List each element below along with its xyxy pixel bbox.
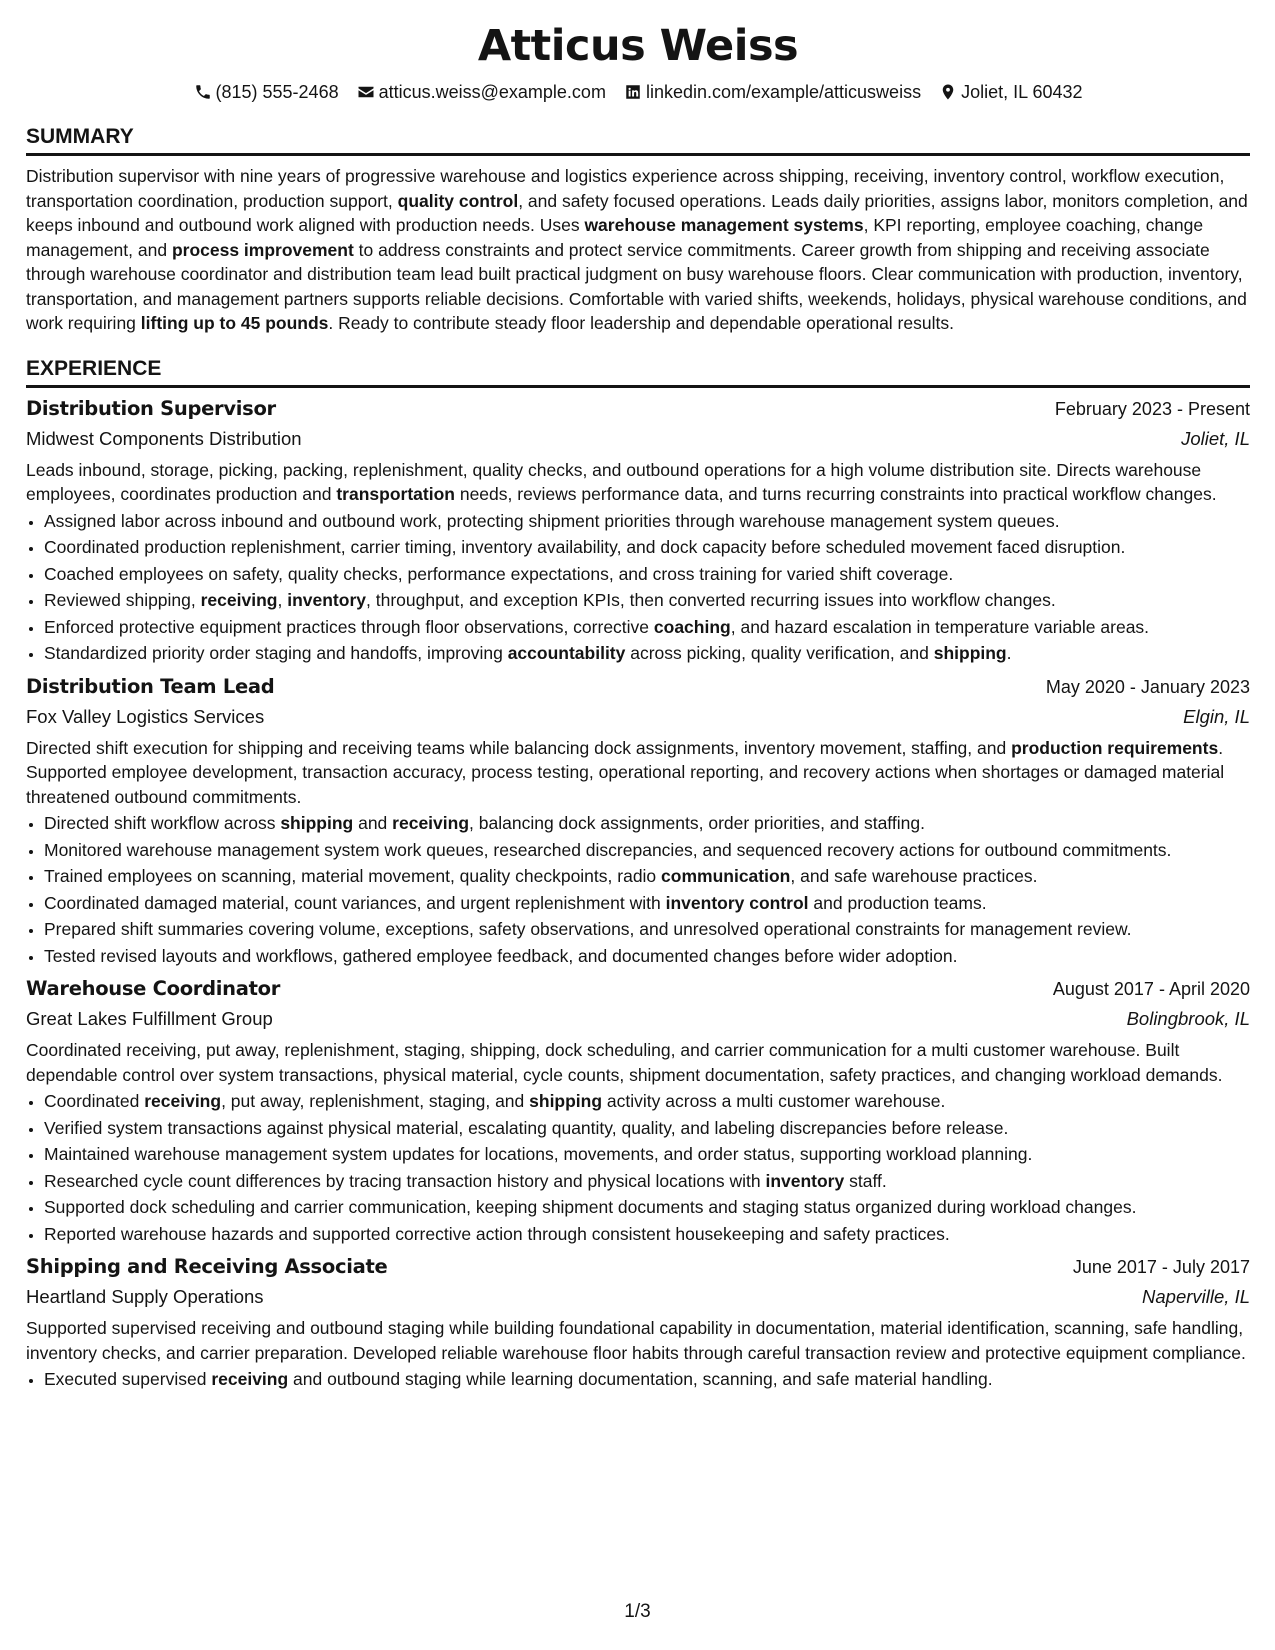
summary-text: Distribution supervisor with nine years of progressive warehouse and logistics experience across shipping, receiving, inventory control, workflow execution, transportation coordination, production support, quality control, and safety focused operations. Leads daily priorities, assigns labor, monitors completion, and keeps inbound and outbound work aligned with production needs. Uses warehouse management systems, KPI reporting, employee coaching, change management, and process improvement to address constraints and protect service commitments. Career growth from shipping and receiving associate through warehouse coordinator and distribution team lead built practical judgment on busy warehouse floors. Clear communication with production, inventory, transportation, and management partners supports reliable decisions. Comfortable with varied shifts, weekends, holidays, physical warehouse conditions, and work requiring lifting up to 45 pounds. Ready to contribute steady floor leadership and dependable operational results. [26,166,1248,333]
contact-email [357,80,606,104]
contact-bar [26,80,1250,104]
job-entry [26,672,1250,969]
experience-section-header [26,356,1250,388]
job-location: Bolingbrook, IL [1126,1008,1250,1029]
job-bullet: • Monitored warehouse management system work queues, researched discrepancies, and sequenced recovery actions for outbound commitments. [44,838,1250,863]
envelope-icon [357,83,375,101]
job-bullet: • Researched cycle count differences by tracing transaction history and physical locations with inventory staff. [44,1169,1250,1194]
job-dates: June 2017 - July 2017 [1072,1257,1250,1277]
contact-email-text[interactable]: atticus.weiss@example.com [378,82,606,102]
job-subheader [26,1004,1250,1034]
contact-location [939,80,1082,104]
page-number: 1/3 [624,1601,651,1622]
job-description: Supported supervised receiving and outbound staging while building foundational capability in documentation, material identification, scanning, safe handling, inventory checks, and carrier preparation. Developed reliable warehouse floor habits through careful transaction review and protective equipment compliance. [26,1318,1246,1363]
job-bullet: • Coached employees on safety, quality checks, performance expectations, and cross training for varied shift coverage. [44,562,1250,587]
job-description: Directed shift execution for shipping and receiving teams while balancing dock assignments, inventory movement, staffing, and production requirements. Supported employee development, transaction accuracy, process testing, operational reporting, and recovery actions when shortages or damaged material threatened outbound commitments. [26,737,1225,807]
job-bullet: • Assigned labor across inbound and outbound work, protecting shipment priorities through warehouse management system queues. [44,509,1250,534]
job-header [26,394,1250,424]
job-title: Shipping and Receiving Associate [26,1255,388,1278]
job-dates: May 2020 - January 2023 [1045,676,1250,697]
job-bullet: • Coordinated damaged material, count variances, and urgent replenishment with inventory control and production teams. [44,891,1250,916]
job-bullets [26,1367,1250,1392]
candidate-name: Atticus Weiss [477,21,799,71]
job-description: Leads inbound, storage, picking, packing, replenishment, quality checks, and outbound operations for a high volume distribution site. Directs warehouse employees, coordinates production and transportation needs, reviews performance data, and turns recurring constraints into practical workflow changes. [26,459,1217,504]
job-bullet: • Coordinated receiving, put away, replenishment, staging, and shipping activity across a multi customer warehouse. [44,1089,1250,1114]
job-bullet: • Executed supervised receiving and outbound staging while learning documentation, scanning, and safe material handling. [44,1367,1250,1392]
job-bullet: • Tested revised layouts and workflows, gathered employee feedback, and documented changes before wider adoption. [44,944,1250,969]
map-marker-icon [939,83,957,101]
phone-icon [194,83,212,101]
job-entry [26,974,1250,1246]
job-bullet: • Reported warehouse hazards and supported corrective action through consistent housekeeping and safety practices. [44,1222,1250,1247]
job-bullets [26,509,1250,666]
job-subheader [26,702,1250,732]
contact-linkedin [624,80,921,104]
job-bullet: • Maintained warehouse management system updates for locations, movements, and order status, supporting workload planning. [44,1142,1250,1167]
contact-phone-text[interactable]: (815) 555-2468 [215,82,339,102]
job-bullet: • Reviewed shipping, receiving, inventory, throughput, and exception KPIs, then converted recurring issues into workflow changes. [44,588,1250,613]
job-entry [26,394,1250,666]
job-title: Distribution Team Lead [26,674,275,698]
job-header [26,1252,1250,1282]
job-bullet: • Coordinated production replenishment, carrier timing, inventory availability, and dock capacity before scheduled movement faced disruption. [44,535,1250,560]
job-dates: August 2017 - April 2020 [1052,979,1250,999]
job-bullet: • Directed shift workflow across shipping and receiving, balancing dock assignments, order priorities, and staffing. [44,811,1250,836]
job-bullet: • Standardized priority order staging and handoffs, improving accountability across picking, quality verification, and shipping. [44,641,1250,666]
experience-title: EXPERIENCE [26,356,162,380]
job-company: Midwest Components Distribution [26,427,302,449]
job-dates: February 2023 - Present [1054,398,1250,419]
job-bullets [26,1089,1250,1246]
job-entry [26,1252,1250,1392]
job-title: Warehouse Coordinator [26,977,281,1000]
summary-title: SUMMARY [26,125,134,148]
job-bullet: • Verified system transactions against physical material, escalating quantity, quality, and labeling discrepancies before release. [44,1116,1250,1141]
job-bullet: • Enforced protective equipment practices through floor observations, corrective coaching, and hazard escalation in temperature variable areas. [44,615,1250,640]
job-header [26,974,1250,1004]
job-bullet: • Supported dock scheduling and carrier communication, keeping shipment documents and staging status organized during workload changes. [44,1195,1250,1220]
job-description: Coordinated receiving, put away, replenishment, staging, shipping, dock scheduling, and carrier communication for a multi customer warehouse. Built dependable control over system transactions, physical material, cycle counts, shipment documentation, safety practices, and changing workload demands. [26,1040,1223,1085]
job-bullet: • Prepared shift summaries covering volume, exceptions, safety observations, and unresolved operational constraints for management review. [44,917,1250,942]
contact-linkedin-text[interactable]: linkedin.com/example/atticusweiss [645,82,922,102]
summary-section-header [26,124,1250,156]
experience-list [26,394,1250,1392]
job-location: Elgin, IL [1183,705,1250,727]
contact-phone [194,80,339,104]
linkedin-icon [624,83,642,101]
job-location: Joliet, IL [1181,427,1250,449]
job-title: Distribution Supervisor [26,396,276,420]
resume-page [26,18,1250,1392]
job-company: Fox Valley Logistics Services [26,705,265,727]
job-header [26,672,1250,702]
contact-location-text: Joliet, IL 60432 [961,82,1083,102]
job-bullets [26,811,1250,968]
job-location: Naperville, IL [1142,1286,1250,1307]
job-subheader [26,424,1250,454]
job-bullet: • Trained employees on scanning, material movement, quality checkpoints, radio communication, and safe warehouse practices. [44,864,1250,889]
job-company: Great Lakes Fulfillment Group [26,1008,273,1029]
job-company: Heartland Supply Operations [26,1286,264,1307]
job-subheader [26,1282,1250,1312]
